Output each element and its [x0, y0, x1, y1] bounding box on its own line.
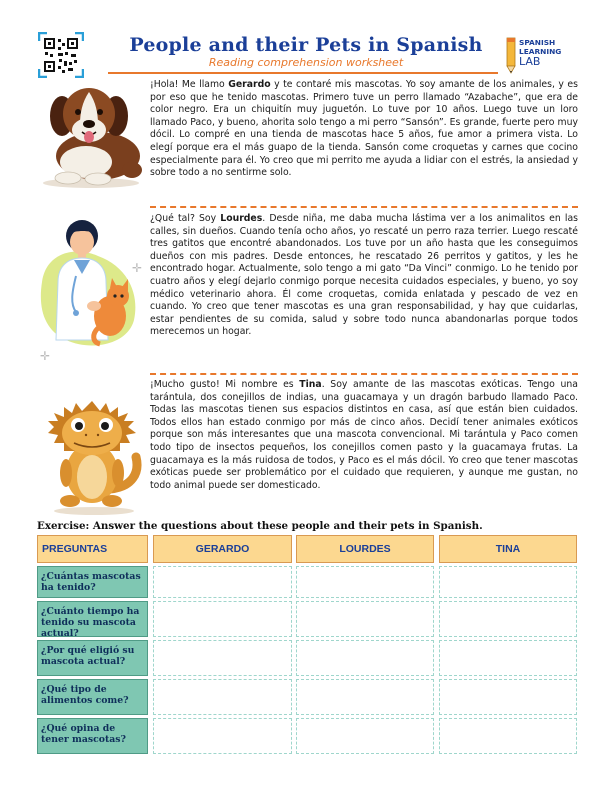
- column-header-tina: TINA: [439, 535, 577, 563]
- paragraph-text: ¡Hola! Me llamo: [150, 79, 229, 90]
- person-name: Gerardo: [228, 79, 271, 90]
- paragraph-tina: [150, 379, 578, 492]
- column-header-gerardo: GERARDO: [153, 535, 292, 563]
- answer-cell-gerardo[interactable]: [153, 718, 292, 754]
- page-subtitle: Reading comprehension worksheet: [208, 56, 404, 69]
- question-cell: ¿Por qué eligió su mascota actual?: [37, 640, 148, 676]
- answer-cell-tina[interactable]: [439, 640, 577, 676]
- question-cell: ¿Cuánto tiempo ha tenido su mascota actual?: [37, 601, 148, 637]
- logo-line-3: LAB: [519, 55, 541, 69]
- svg-text:✛: ✛: [132, 261, 143, 275]
- person-name: Lourdes: [220, 213, 263, 224]
- paragraph-text: y te contaré mis mascotas. Yo soy amante de los animales, y es por eso que he tenido mascotas. Primero tuve un perro llamado “Azabache”, que era de color negro. Era un chiquitín muy juguetón. Lo tuve por 10 años. Luego tuve un loro llamado Paco, y bueno, ahorita solo tengo a mi perro “Sansón”. Es grande, fuerte pero muy dócil. Lo compré en una tienda de mascotas hace 5 años, fue amor a primera vista. Lo elegí porque era el más guapo de la tienda. Sansón come croquetas y carnes que cocino especialmente para él. Yo creo que mi perrito me ayuda a lidiar con el estrés, la ansiedad y sobre todo a no sentirme solo.: [150, 79, 578, 179]
- veterinarian-illustration: [36, 212, 148, 362]
- brand-logo: [504, 36, 584, 76]
- pencil-logo-icon: [504, 36, 518, 74]
- logo-line-1: SPANISH: [519, 38, 556, 47]
- answer-cell-lourdes[interactable]: [296, 640, 434, 676]
- svg-text:✛: ✛: [40, 349, 51, 362]
- dashed-divider: [150, 206, 578, 208]
- answer-cell-tina[interactable]: [439, 718, 577, 754]
- answer-cell-tina[interactable]: [439, 566, 577, 598]
- answer-cell-tina[interactable]: [439, 601, 577, 637]
- answer-cell-lourdes[interactable]: [296, 601, 434, 637]
- answer-cell-gerardo[interactable]: [153, 679, 292, 715]
- column-header-lourdes: LOURDES: [296, 535, 434, 563]
- exercise-instructions: Exercise: Answer the questions about these people and their pets in Spanish.: [37, 520, 483, 532]
- answer-cell-gerardo[interactable]: [153, 566, 292, 598]
- answer-cell-tina[interactable]: [439, 679, 577, 715]
- column-header-preguntas: PREGUNTAS: [37, 535, 148, 563]
- bearded-dragon-illustration: [40, 377, 146, 517]
- paragraph-lourdes: [150, 213, 578, 339]
- header-divider: [108, 72, 498, 74]
- question-cell: ¿Cuántas mascotas ha tenido?: [37, 566, 148, 598]
- person-name: Tina: [299, 379, 322, 390]
- dashed-divider: [150, 373, 578, 375]
- paragraph-text: . Desde niña, me daba mucha lástima ver a los animalitos en las calles, sin dueños. Cuando tenía ocho años, yo rescaté un perro raza terrier. Luego rescaté tres gatitos que encontré abandonados. Los tuve por un año hasta que les conseguimos dueños con mis padres. Desde entonces, he rescatado 26 perritos y gatitos, y les he encontrado hogar. Actualmente, solo tengo a mi gato “Da Vinci” conmigo. Lo he tenido por cuatro años y elegí dejarlo conmigo porque necesita cuidados especiales, y bueno, yo soy médico veterinario ahora. Él come croquetas, comida enlatada y pescado de vez en cuando. Yo creo que tener mascotas es una gran responsabilidad, y hay que cuidarlas, estar pendientes de su comida, salud y sobre todo nunca abandonarlas porque todos merecemos un hogar.: [150, 213, 578, 338]
- question-cell: ¿Qué opina de tener mascotas?: [37, 718, 148, 754]
- logo-line-2: LEARNING: [519, 46, 562, 56]
- answer-cell-gerardo[interactable]: [153, 640, 292, 676]
- paragraph-text: ¡Mucho gusto! Mi nombre es: [150, 379, 300, 390]
- answer-cell-lourdes[interactable]: [296, 718, 434, 754]
- dog-illustration: [36, 78, 146, 190]
- question-cell: ¿Qué tipo de alimentos come?: [37, 679, 148, 715]
- answer-cell-lourdes[interactable]: [296, 679, 434, 715]
- paragraph-text: ¿Qué tal? Soy: [150, 213, 221, 224]
- paragraph-gerardo: [150, 79, 578, 180]
- answer-cell-gerardo[interactable]: [153, 601, 292, 637]
- paragraph-text: . Soy amante de las mascotas exóticas. Tengo una tarántula, dos conejillos de indias, una guacamaya y un dragón barbudo llamado Paco. Todas las mascotas tienen sus espacios distintos en casa, así que están bien cuidados. Todos ellos han estado conmigo por más de cinco años. Decidí tener animales exóticos porque son más interesantes que una mascota convencional. Mi tarántula y Paco comen todo tipo de insectos pequeños, los conejillos comen pasto y la guacamaya frutas. La guacamaya es la más ruidosa de todos, y Paco es el más dócil. Yo creo que tener mascotas exóticas puede ser problemático por el cuidado que requieren, y aunque me gustan, no todo animal puede ser domesticado.: [150, 379, 578, 491]
- answer-cell-lourdes[interactable]: [296, 566, 434, 598]
- page-title: People and their Pets in Spanish: [129, 34, 483, 56]
